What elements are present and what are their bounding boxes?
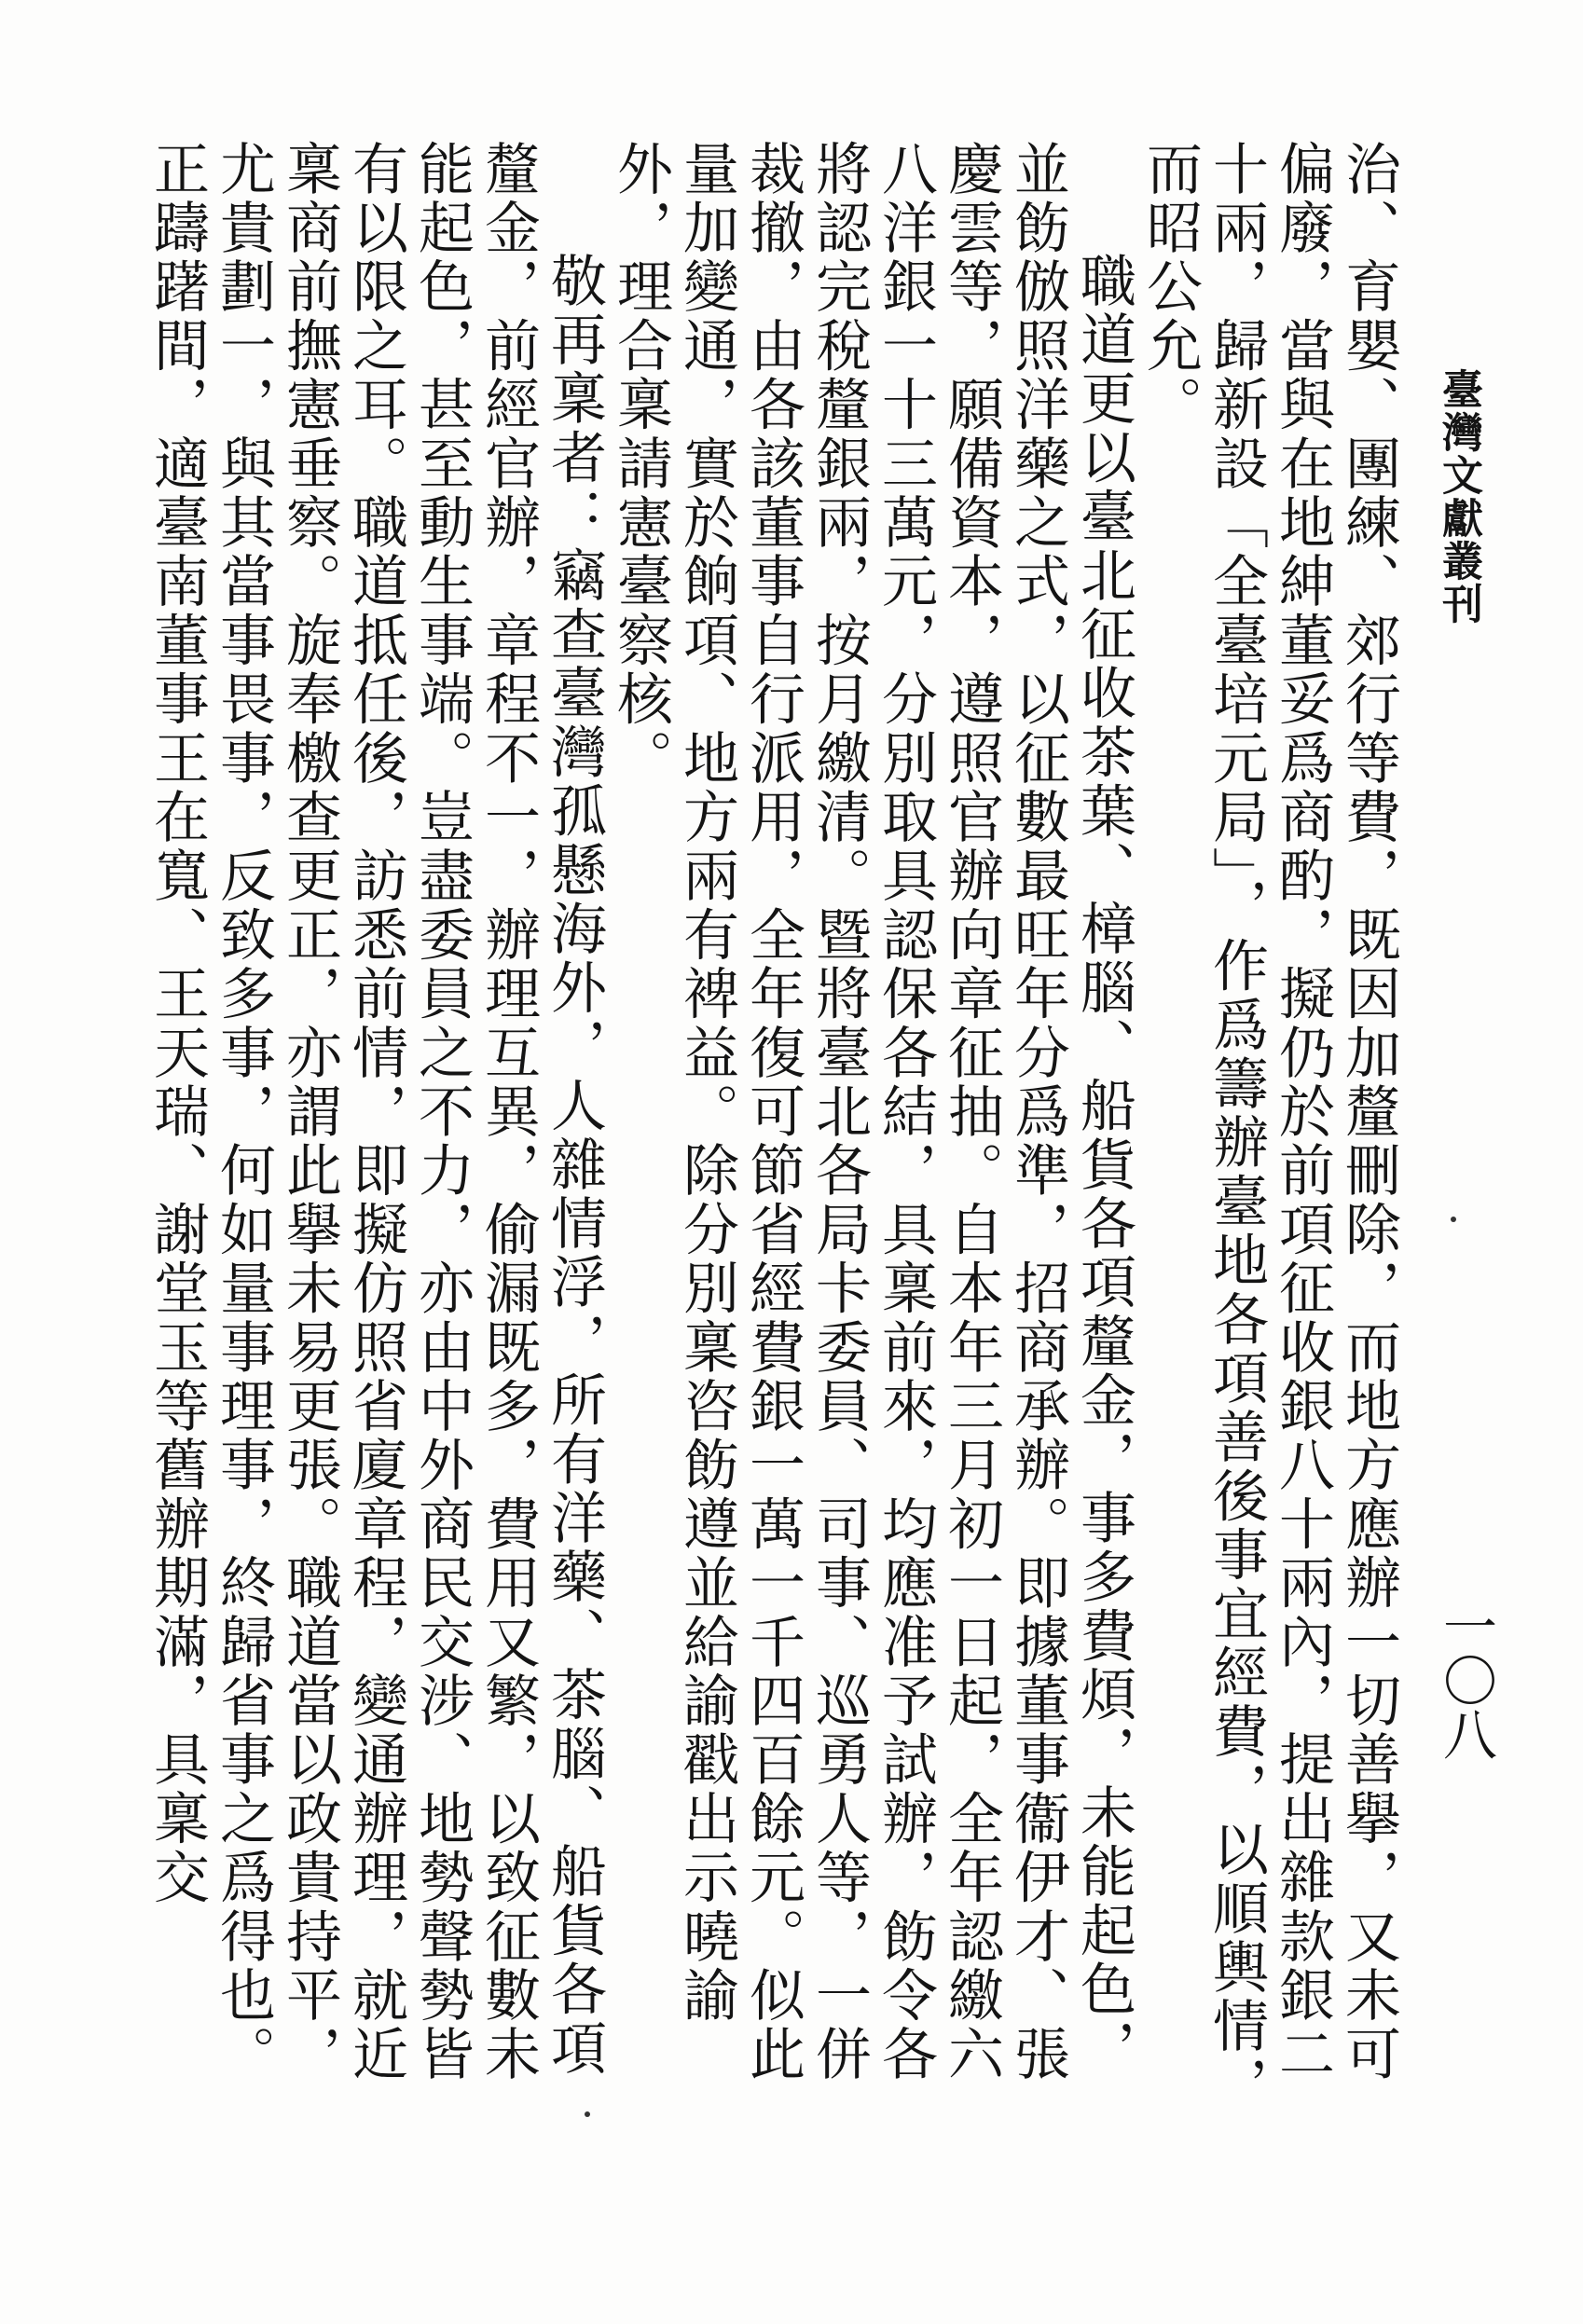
paragraph: 治、育嬰、團練、郊行等費，既因加釐刪除，而地方應辦一切善擧，又未可偏廢，當與在地紳董妥爲商酌，擬仍於前項征收銀八十兩內，提出雜款銀二十兩，歸新設「全臺培元局」，作爲籌辦臺地各項善後事宜經費，以順輿情，而昭公允。	[1137, 140, 1401, 2115]
running-header-title: 臺灣文獻叢刊	[1435, 368, 1482, 626]
paragraph: 敬再稟者：竊查臺灣孤懸海外，人雜情浮，所有洋藥、茶腦、船貨各項釐金，前經官辦，章程不一，辦理互異，偷漏既多，費用又繁，以致征數未能起色，甚至動生事端。豈盡委員之不力，亦由中外商民交涉、地勢聲勢皆有以限之耳。職道抵任後，訪悉前情，即擬仿照省廈章程，變通辦理，就近稟商前撫憲垂察。旋奉檄查更正，亦謂此擧未易更張。職道當以政貴持平，尤貴劃一，與其當事畏事，反致多事，何如量事理事，終歸省事之爲得也。正躊躇間，適臺南董事王在寬、王天瑞、謝堂玉等舊辦期滿，具稟交	[145, 140, 607, 2084]
body-text	[144, 140, 1401, 2125]
paragraph: 職道更以臺北征收茶葉、樟腦、船貨各項釐金，事多費煩，未能起色，並飭倣照洋藥之式，以征數最旺年分爲準，招商承辦。即據董事衞伊才、張慶雲等，願備資本，遵照官辦向章征抽。自本年三月初一日起，全年認繳六八洋銀一十三萬元，分別取具認保各結，具稟前來，均應准予試辦，飭令各將認完稅釐銀兩，按月繳清。暨將臺北各局卡委員、司事、巡勇人等，一併裁撤，由各該董事自行派用，全年復可節省經費銀一萬一千四百餘元。似此量加變通，實於餉項、地方兩有裨益。除分別稟咨飭遵並給諭戳出示曉諭外，理合稟請憲臺察核。	[608, 140, 1136, 2084]
scan-speck	[1451, 1217, 1456, 1222]
page-number: 一〇八	[1434, 1599, 1497, 1761]
scan-speck	[585, 2111, 590, 2117]
